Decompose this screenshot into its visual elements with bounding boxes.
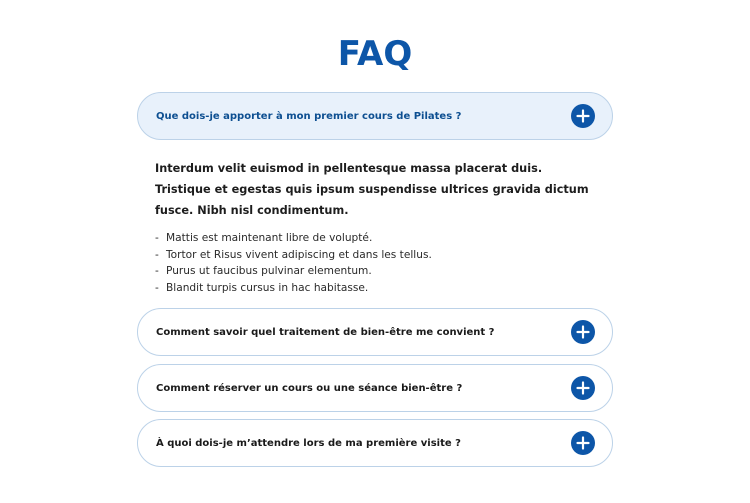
faq-item-3[interactable] bbox=[137, 364, 613, 412]
faq-question: Que dois-je apporter à mon premier cours de Pilates ? bbox=[156, 110, 462, 122]
list-item: - Blandit turpis cursus in hac habitasse. bbox=[155, 281, 369, 294]
faq-question: Comment réserver un cours ou une séance bien-être ? bbox=[156, 382, 463, 394]
page-title: FAQ bbox=[337, 34, 413, 74]
plus-icon[interactable] bbox=[571, 104, 595, 128]
faq-question: Comment savoir quel traitement de bien-être me convient ? bbox=[156, 326, 495, 338]
list-item: - Tortor et Risus vivent adipiscing et dans les tellus. bbox=[155, 248, 432, 261]
plus-icon[interactable] bbox=[571, 376, 595, 400]
list-item: - Purus ut faucibus pulvinar elementum. bbox=[155, 265, 372, 277]
faq-item-4[interactable] bbox=[137, 419, 613, 467]
list-item: - Mattis est maintenant libre de volupté. bbox=[155, 232, 373, 244]
plus-icon[interactable] bbox=[571, 431, 595, 455]
answer-list bbox=[155, 230, 595, 296]
answer-lead: Interdum velit euismod in pellentesque massa placerat duis. Tristique et egestas quis ipsum suspendisse ultrices gravida dictum fusce. Nibh nisl condimentum. bbox=[155, 162, 589, 217]
faq-question: À quoi dois-je m’attendre lors de ma première visite ? bbox=[156, 437, 461, 449]
faq-answer-1 bbox=[155, 158, 595, 296]
faq-item-1[interactable] bbox=[137, 92, 613, 140]
faq-item-2[interactable] bbox=[137, 308, 613, 356]
plus-icon[interactable] bbox=[571, 320, 595, 344]
